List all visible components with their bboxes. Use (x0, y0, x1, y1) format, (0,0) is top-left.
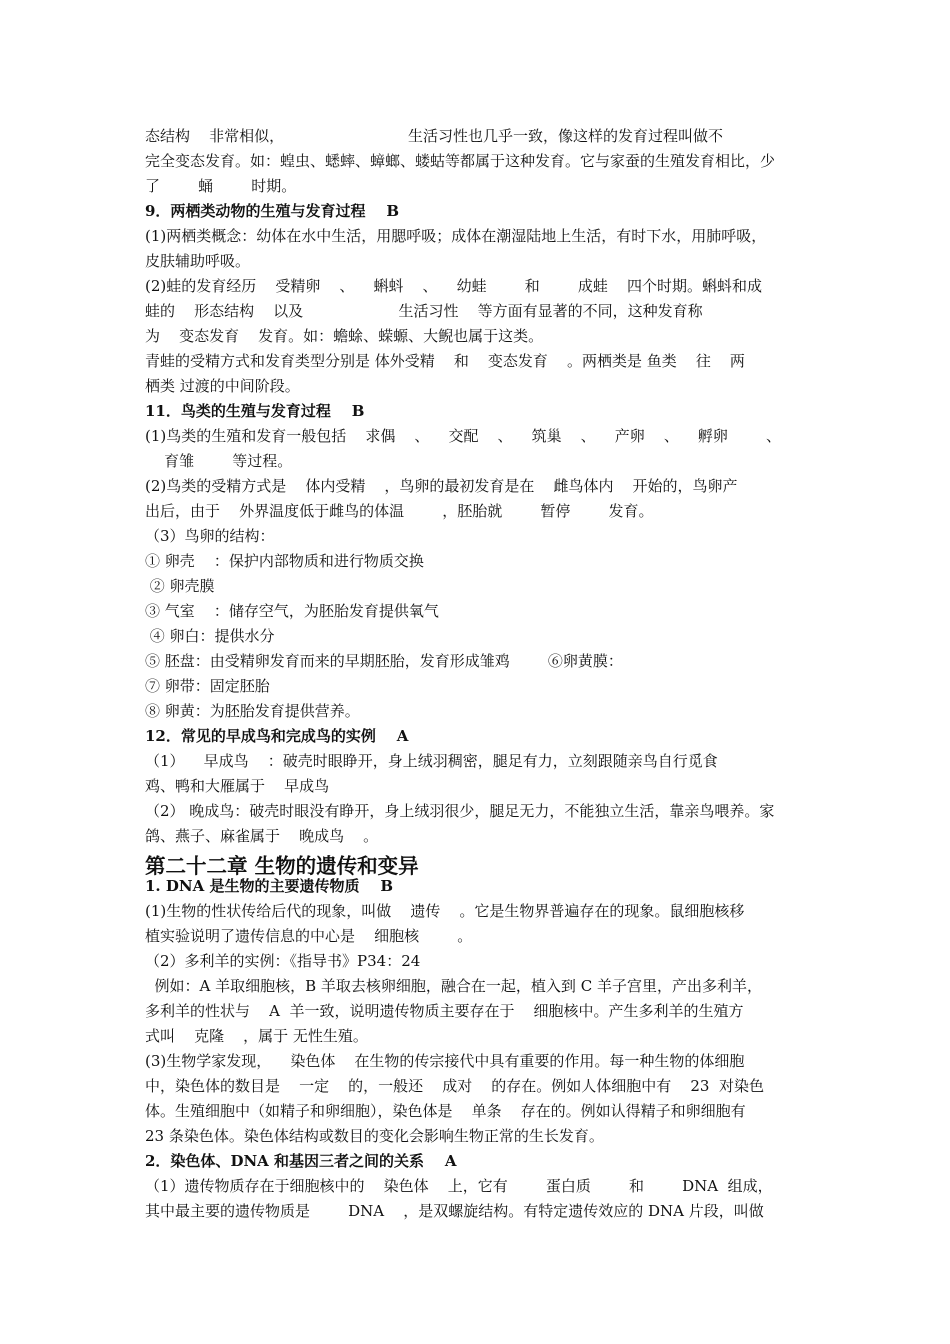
section-heading: 2．染色体、DNA 和基因三者之间的关系 A (145, 1152, 457, 1170)
text-line: (1)鸟类的生殖和发育一般包括 求偶 、 交配 、 筑巢 、 产卵 、 孵卵 、 (145, 427, 782, 445)
text-line: ⑤ 胚盘：由受精卵发育而来的早期胚胎，发育形成雏鸡 ⑥卵黄膜： (145, 652, 623, 670)
text-line: 式叫 克隆 ，属于 无性生殖。 (145, 1027, 368, 1045)
text-line: （2） 晚成鸟：破壳时眼没有睁开，身上绒羽很少，腿足无力，不能独立生活，靠亲鸟喂养。家 (145, 802, 775, 820)
text-line: 多利羊的性状与 A 羊一致，说明遗传物质主要存在于 细胞核中。产生多利羊的生殖方 (145, 1002, 744, 1020)
text-line: 鸽、燕子、麻雀属于 晚成鸟 。 (145, 827, 379, 845)
text-line: 23 条染色体。染色体结构或数目的变化会影响生物正常的生长发育。 (145, 1127, 604, 1145)
text-line: 育雏 等过程。 (145, 452, 293, 470)
text-line: ⑧ 卵黄：为胚胎发育提供营养。 (145, 702, 360, 720)
text-line: 其中最主要的遗传物质是 DNA ，是双螺旋结构。有特定遗传效应的 DNA 片段，叫做 (145, 1202, 764, 1220)
text-line: 体。生殖细胞中（如精子和卵细胞），染色体是 单条 存在的。例如认得精子和卵细胞有 (145, 1102, 746, 1120)
text-line: 青蛙的受精方式和发育类型分别是 体外受精 和 变态发育 。两栖类是 鱼类 往 两 (145, 352, 745, 370)
text-line: ③ 气室 ：储存空气，为胚胎发育提供氧气 (145, 602, 439, 620)
section-heading: 9．两栖类动物的生殖与发育过程 B (145, 202, 400, 220)
text-line: 例如：A 羊取细胞核，B 羊取去核卵细胞，融合在一起，植入到 C 羊子宫里，产出多利羊， (145, 977, 762, 995)
text-line: (1)两栖类概念：幼体在水中生活，用腮呼吸；成体在潮湿陆地上生活，有时下水，用肺呼吸， (145, 227, 767, 245)
text-line: (3)生物学家发现， 染色体 在生物的传宗接代中具有重要的作用。每一种生物的体细胞 (145, 1052, 745, 1070)
text-line: 了 蛹 时期。 (145, 177, 297, 195)
text-line: 中，染色体的数目是 一定 的，一般还 成对 的存在。例如人体细胞中有 23 对染色 (145, 1077, 764, 1095)
text-line: 为 变态发育 发育。如：蟾蜍、蝾螈、大鲵也属于这类。 (145, 327, 544, 345)
text-line: 蛙的 形态结构 以及 生活习性 等方面有显著的不同，这种发育称 (145, 302, 703, 320)
text-line: （1）遗传物质存在于细胞核中的 染色体 上，它有 蛋白质 和 DNA 组成， (145, 1177, 773, 1195)
text-line: 出后，由于 外界温度低于雌鸟的体温 ，胚胎就 暂停 发育。 (145, 502, 654, 520)
text-line: ② 卵壳膜 (145, 577, 215, 595)
section-heading: 12．常见的早成鸟和完成鸟的实例 A (145, 727, 409, 745)
text-line: ④ 卵白：提供水分 (145, 627, 275, 645)
text-line: 鸡、鸭和大雁属于 早成鸟 (145, 777, 330, 795)
text-line: 植实验说明了遗传信息的中心是 细胞核 。 (145, 927, 473, 945)
text-line: 态结构 非常相似， 生活习性也几乎一致，像这样的发育过程叫做不 (145, 127, 724, 145)
text-line: 栖类 过渡的中间阶段。 (145, 377, 300, 395)
text-line: （2）多利羊的实例：《指导书》P34：24 (145, 952, 421, 970)
text-line: ⑦ 卵带：固定胚胎 (145, 677, 270, 695)
text-line: (2)蛙的发育经历 受精卵 、 蝌蚪 、 幼蛙 和 成蛙 四个时期。蝌蚪和成 (145, 277, 762, 295)
text-line: （3）鸟卵的结构： (145, 527, 275, 545)
text-line: (1)生物的性状传给后代的现象，叫做 遗传 。它是生物界普遍存在的现象。鼠细胞核移 (145, 902, 745, 920)
text-line: （1） 早成鸟 ：破壳时眼睁开，身上绒羽稠密，腿足有力，立刻跟随亲鸟自行觅食 (145, 752, 718, 770)
text-line: (2)鸟类的受精方式是 体内受精 ，鸟卵的最初发育是在 雌鸟体内 开始的，鸟卵产 (145, 477, 738, 495)
text-line: ① 卵壳 ：保护内部物质和进行物质交换 (145, 552, 424, 570)
text-line: 皮肤辅助呼吸。 (145, 252, 251, 270)
section-heading: 11．鸟类的生殖与发育过程 B (145, 402, 365, 420)
text-line: 完全变态发育。如：蝗虫、蟋蟀、蟑螂、蝼蛄等都属于这种发育。它与家蚕的生殖发育相比，少 (145, 152, 776, 170)
section-heading: 1. DNA 是生物的主要遗传物质 B (145, 877, 394, 895)
chapter-title: 第二十二章 生物的遗传和变异 (145, 854, 419, 878)
